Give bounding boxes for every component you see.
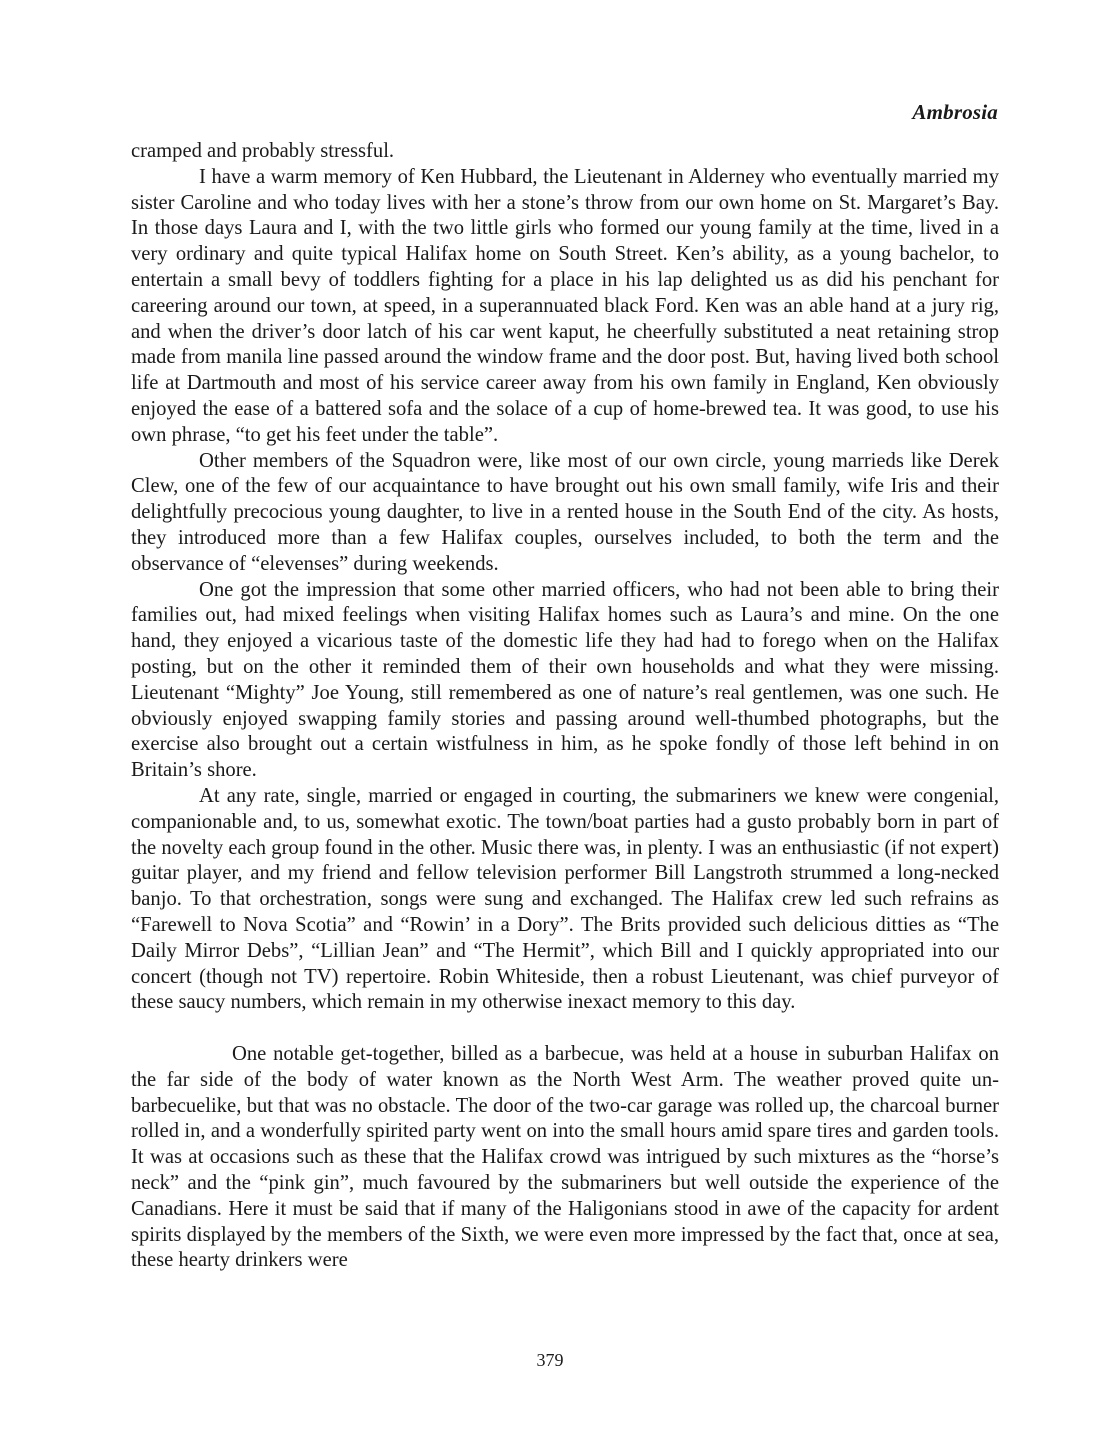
paragraph-married-officers: One got the impression that some other married officers, who had not been able to bring their families out, had mixed feelings when visiting Halifax homes such as Laura’s and mine. On the one hand, they enjoyed a vicarious taste of the domestic life they had had to forego when on the Halifax posting, but on the other it reminded them of their own households and what they were missing. Lieutenant “Mighty” Joe Young, still remembered as one of nature’s real gentlemen, was one such. He obviously enjoyed swapping family stories and passing around well-thumbed photographs, but the exercise also brought out a certain wistfulness in him, as he spoke fondly of those left behind in on Britain’s shore. (131, 578, 999, 782)
paragraph-continuation: cramped and probably stressful. (131, 140, 395, 162)
paragraph-barbecue: One notable get-together, billed as a barbecue, was held at a house in suburban Halifax on the far side of the body of water known as the North West Arm. The weather proved quite un-barbecuelike, but that was no obstacle. The door of the two-car garage was rolled up, the charcoal burner rolled in, and a wonderfully spirited party went on into the small hours amid spare tires and garden tools. It was at occasions such as these that the Halifax crowd was intrigued by such mixtures as the “horse’s neck” and the “pink gin”, much favoured by the submariners but well outside the experience of the Canadians. Here it must be said that if many of the Haligonians stood in awe of the capacity for ardent spirits displayed by the members of the Sixth, we were even more impressed by the fact that, once at sea, these hearty drinkers were (131, 1043, 999, 1272)
body-text (131, 139, 999, 1274)
paragraph-music: At any rate, single, married or engaged in courting, the submariners we knew were congenial, companionable and, to us, somewhat exotic. The town/boat parties had a gusto probably born in part of the novelty each group found in the other. Music there was, in plenty. I was an enthusiastic (if not expert) guitar player, and my friend and fellow television performer Bill Langstroth strummed a long-necked banjo. To that orchestration, songs were sung and exchanged. The Halifax crew led such refrains as “Farewell to Nova Scotia” and “Rowin’ in a Dory”. The Brits provided such delicious ditties as “The Daily Mirror Debs”, “Lillian Jean” and “The Hermit”, which Bill and I quickly appropriated into our concert (though not TV) repertoire. Robin Whiteside, then a robust Lieutenant, was chief purveyor of these saucy numbers, which remain in my otherwise inexact memory to this day. (131, 784, 999, 1014)
paragraph-ken-hubbard: I have a warm memory of Ken Hubbard, the Lieutenant in Alderney who eventually married my sister Caroline and who today lives with her a stone’s throw from our own home on St. Margaret’s Bay. In those days Laura and I, with the two little girls who formed our young family at the time, lived in a very ordinary and quite typical Halifax home on South Street. Ken’s ability, as a young bachelor, to entertain a small bevy of toddlers fighting for a place in his lap delighted us as did his penchant for careering around our town, at speed, in a superannuated black Ford. Ken was an able hand at a jury rig, and when the driver’s door latch of his car went kaput, he cheerfully substituted a neat retaining strop made from manila line passed around the window frame and the door post. But, having lived both school life at Dartmouth and most of his service career away from his own family in England, Ken obviously enjoyed the ease of a battered sofa and the solace of a cup of home-brewed tea. It was good, to use his own phrase, “to get his feet under the table”. (131, 165, 999, 446)
running-head-title: Ambrosia (912, 100, 998, 124)
page-number: 379 (536, 1350, 564, 1370)
paragraph-derek-clew: Other members of the Squadron were, like most of our own circle, young marrieds like Derek Clew, one of the few of our acquaintance to have brought out his own small family, wife Iris and their delightfully precocious young daughter, to live in a rented house in the South End of the city. As hosts, they introduced more than a few Halifax couples, ourselves included, to both the term and the observance of “elevenses” during weekends. (131, 449, 999, 575)
